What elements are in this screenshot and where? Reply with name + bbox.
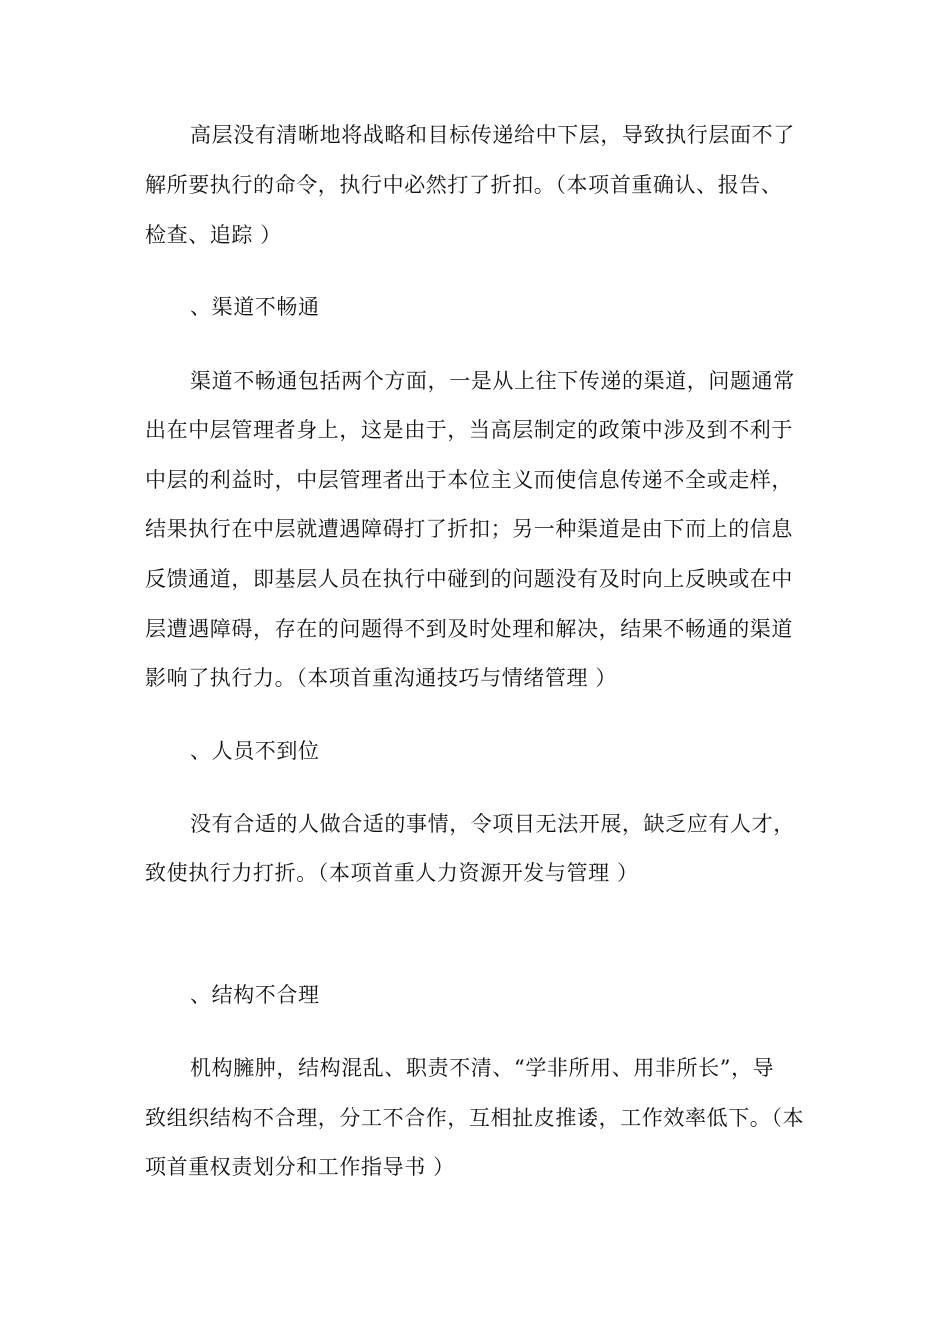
- paragraph-2-line-3: 中层的利益时，中层管理者出于本位主义而使信息传递不全或走样，: [145, 468, 793, 492]
- paragraph-2-line-5: 反馈通道，即基层人员在执行中碰到的问题没有及时向上反映或在中: [145, 567, 793, 591]
- paragraph-1-line-3: 检查、追踪 ）: [145, 223, 282, 247]
- section-heading-channels: 、渠道不畅通: [190, 295, 320, 319]
- paragraph-4-line-3: 项首重权责划分和工作指导书 ）: [145, 1155, 455, 1179]
- paragraph-2-line-4: 结果执行在中层就遭遇障碍打了折扣；另一种渠道是由下而上的信息: [145, 517, 793, 541]
- paragraph-2-line-7: 影响了执行力。（本项首重沟通技巧与情绪管理 ）: [145, 666, 617, 690]
- paragraph-3-line-2: 致使执行力打折。（本项首重人力资源开发与管理 ）: [145, 861, 639, 885]
- paragraph-4-line-2: 致组织结构不合理，分工不合作，互相扯皮推诿，工作效率低下。（本: [145, 1106, 805, 1130]
- section-heading-structure: 、结构不合理: [190, 983, 320, 1007]
- paragraph-3-line-1: 没有合适的人做合适的事情，令项目无法开展，缺乏应有人才，: [190, 812, 795, 836]
- section-heading-personnel: 、人员不到位: [190, 739, 320, 763]
- paragraph-2-line-2: 出在中层管理者身上，这是由于，当高层制定的政策中涉及到不利于: [145, 418, 793, 442]
- paragraph-2-line-6: 层遭遇障碍，存在的问题得不到及时处理和解决，结果不畅通的渠道: [145, 617, 793, 641]
- paragraph-1-line-1: 高层没有清晰地将战略和目标传递给中下层，导致执行层面不了: [190, 123, 795, 147]
- paragraph-1-line-2: 解所要执行的命令，执行中必然打了折扣。（本项首重确认、报告、: [145, 173, 783, 197]
- paragraph-2-line-1: 渠道不畅通包括两个方面，一是从上往下传递的渠道，问题通常: [190, 369, 795, 393]
- paragraph-4-line-1: 机构臃肿，结构混乱、职责不清、“学非所用、用非所长”，导: [190, 1056, 775, 1080]
